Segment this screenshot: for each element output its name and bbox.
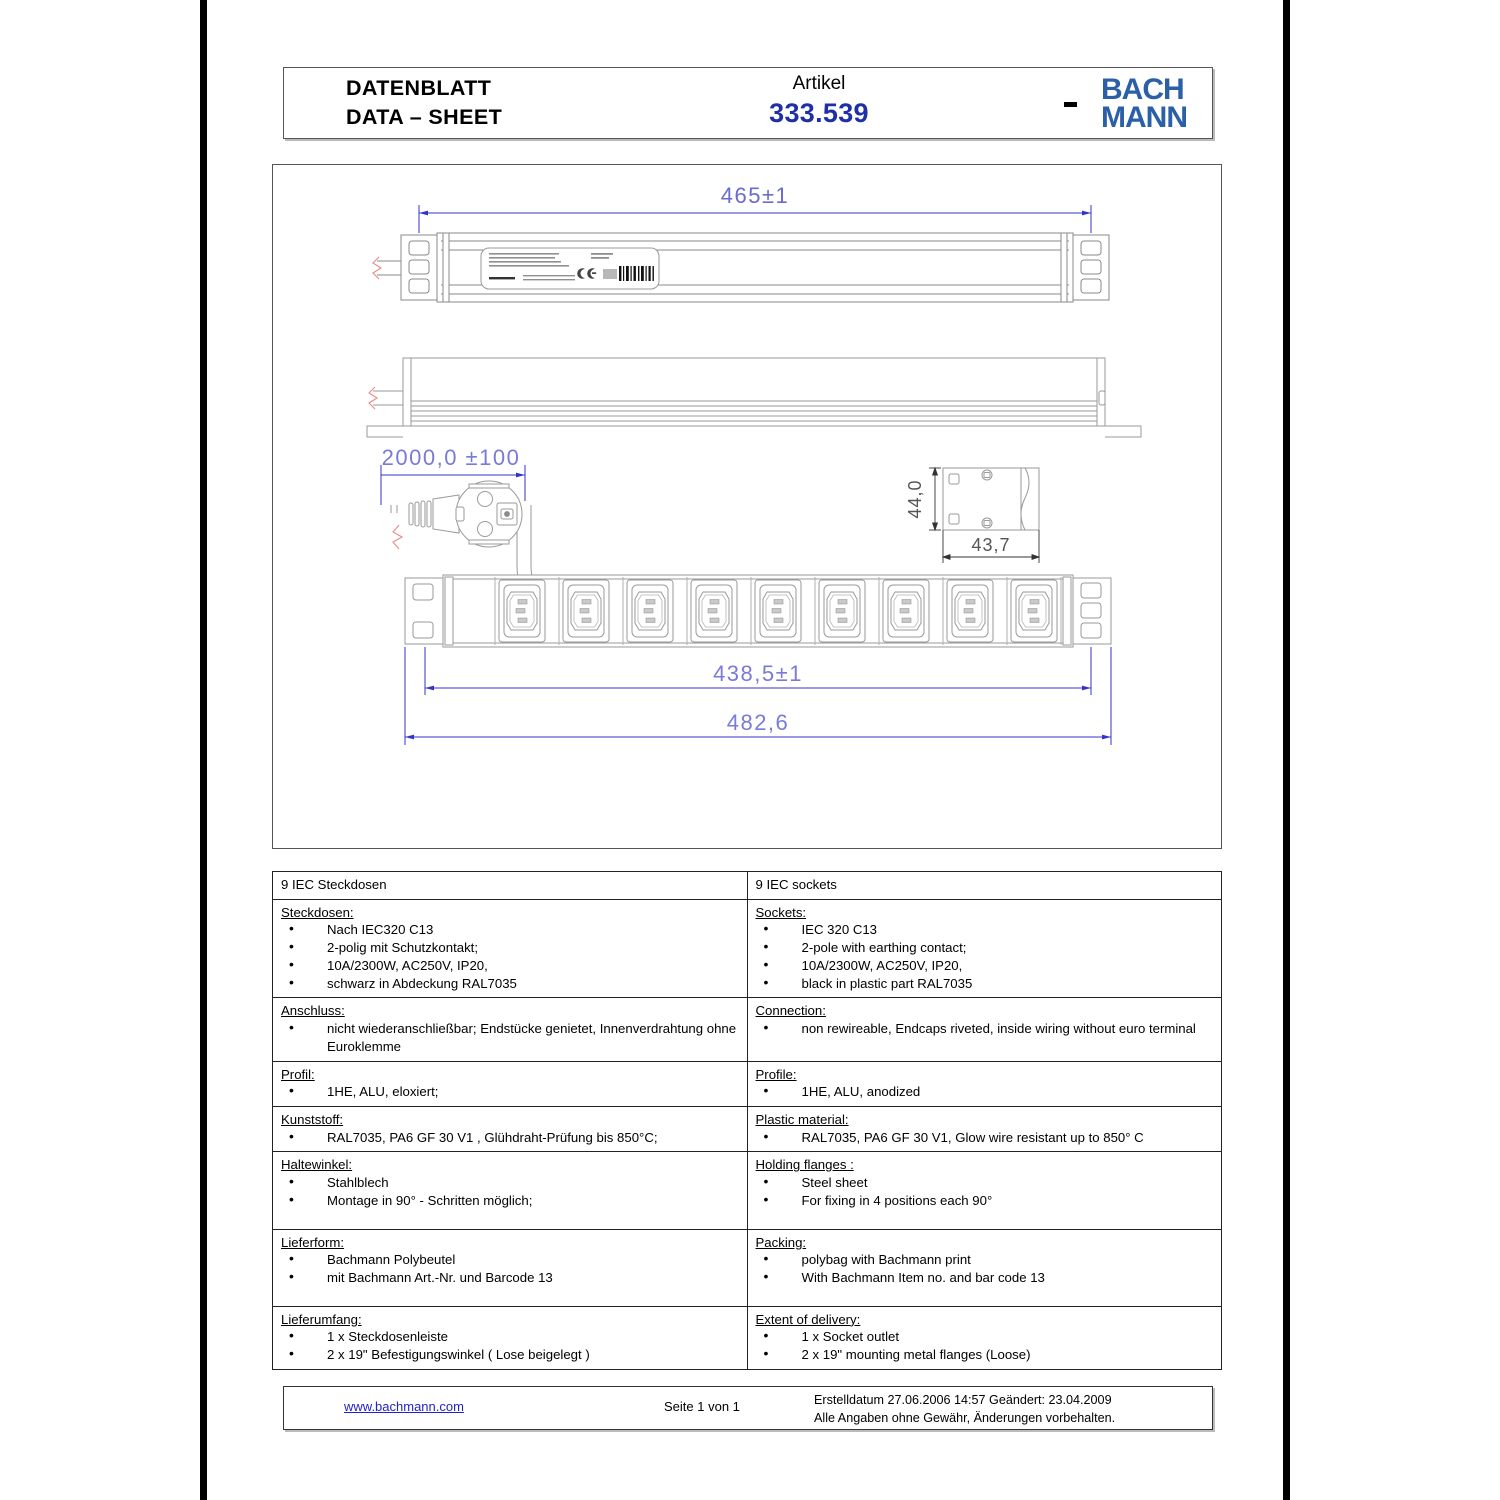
table-row: [273, 1106, 1222, 1151]
spec-cell-de: [273, 899, 748, 998]
spec-plain-text: 9 IEC Steckdosen: [281, 877, 387, 892]
spec-heading: Anschluss:: [281, 1003, 345, 1019]
socket-7: [883, 580, 929, 642]
end-view-section: [943, 468, 1039, 530]
page-number: Seite 1 von 1: [664, 1399, 740, 1414]
spec-bullet-list: [281, 1174, 741, 1210]
spec-bullet-list: [281, 1083, 741, 1101]
dimension-label-4826: 482,6: [726, 710, 790, 735]
spec-bullet-item: • mit Bachmann Art.-Nr. und Barcode 13: [281, 1269, 741, 1287]
spec-table-body: [273, 872, 1222, 1370]
table-row: [273, 1229, 1222, 1306]
spec-cell-de: [273, 1061, 748, 1106]
spec-bullet-item: • With Bachmann Item no. and bar code 13: [756, 1269, 1216, 1287]
spec-heading: Haltewinkel:: [281, 1157, 353, 1173]
dimension-label-4385: 438,5±1: [713, 661, 803, 686]
spec-bullet-item: • 10A/2300W, AC250V, IP20,: [756, 957, 1216, 975]
spec-heading: Extent of delivery:: [755, 1311, 861, 1327]
spec-cell-en: [747, 1306, 1222, 1369]
spec-bullet-list: [756, 1328, 1216, 1364]
spec-bullet-item: • 1HE, ALU, eloxiert;: [281, 1083, 741, 1101]
cell-spacer: [756, 1287, 1216, 1301]
bachmann-logo: [1101, 73, 1187, 134]
spec-cell-en: [747, 872, 1222, 900]
spec-heading: Sockets:: [755, 904, 807, 920]
spec-cell-en: [747, 1106, 1222, 1151]
spec-bullet-item: • 2-polig mit Schutzkontakt;: [281, 939, 741, 957]
table-row: [273, 998, 1222, 1061]
table-row: [273, 1306, 1222, 1369]
spec-bullet-item: • polybag with Bachmann print: [756, 1251, 1216, 1269]
break-symbol-cable: [393, 525, 402, 549]
ce-mark-icon: [1024, 84, 1086, 126]
spec-heading: Connection:: [755, 1003, 826, 1019]
spec-cell-de: [273, 1106, 748, 1151]
dimension-label-465: 465±1: [720, 183, 790, 208]
spec-cell-de: [273, 998, 748, 1061]
specification-table: [272, 871, 1222, 1370]
socket-3: [627, 580, 673, 642]
spec-heading: Steckdosen:: [281, 904, 354, 920]
header-title-block: [283, 67, 1213, 139]
break-symbol-side: [369, 387, 377, 409]
socket-8: [947, 580, 993, 642]
side-view: [367, 358, 1141, 437]
table-row: [273, 1152, 1222, 1229]
technical-drawing-panel: [272, 164, 1222, 849]
article-label: Artikel: [792, 73, 846, 94]
spec-bullet-item: • nicht wiederanschließbar; Endstücke genietet, Innenverdrahtung ohne Euroklemme: [281, 1020, 741, 1056]
spec-bullet-item: • Montage in 90° - Schritten möglich;: [281, 1192, 741, 1210]
schuko-plug: [391, 481, 522, 547]
spec-cell-en: [747, 1061, 1222, 1106]
spec-bullet-item: • 1 x Steckdosenleiste: [281, 1328, 741, 1346]
spec-heading: Lieferumfang:: [281, 1311, 362, 1327]
disclaimer-text: Alle Angaben ohne Gewähr, Änderungen vorbehalten.: [814, 1411, 1116, 1425]
spec-bullet-item: • 1 x Socket outlet: [756, 1328, 1216, 1346]
creation-date: Erstelldatum 27.06.2006 14:57 Geändert: 23.04.2009: [814, 1393, 1112, 1407]
spec-heading: Profile:: [755, 1066, 797, 1082]
spec-heading: Plastic material:: [755, 1111, 849, 1127]
break-symbol-top: [373, 257, 381, 279]
spec-bullet-item: • RAL7035, PA6 GF 30 V1 , Glühdraht-Prüfung bis 850°C;: [281, 1129, 741, 1147]
spec-bullet-item: • Stahlblech: [281, 1174, 741, 1192]
cell-spacer: [756, 1210, 1216, 1224]
article-number: 333.539: [769, 98, 869, 128]
spec-bullet-item: • schwarz in Abdeckung RAL7035: [281, 975, 741, 993]
cell-spacer: [281, 1287, 741, 1301]
spec-bullet-list: [281, 1328, 741, 1364]
table-row: [273, 1061, 1222, 1106]
spec-bullet-item: • 2 x 19" Befestigungswinkel ( Lose beigelegt ): [281, 1346, 741, 1364]
spec-bullet-item: • 10A/2300W, AC250V, IP20,: [281, 957, 741, 975]
document-title: [346, 74, 502, 132]
cell-spacer: [281, 1210, 741, 1224]
spec-cell-en: [747, 1152, 1222, 1229]
spec-bullet-item: • RAL7035, PA6 GF 30 V1, Glow wire resistant up to 850° C: [756, 1129, 1216, 1147]
spec-bullet-item: • For fixing in 4 positions each 90°: [756, 1192, 1216, 1210]
socket-6: [819, 580, 865, 642]
table-row: [273, 899, 1222, 998]
spec-bullet-list: [756, 921, 1216, 992]
spec-bullet-item: • Steel sheet: [756, 1174, 1216, 1192]
spec-cell-de: [273, 1152, 748, 1229]
footer-block: [283, 1386, 1213, 1430]
spec-bullet-item: • Bachmann Polybeutel: [281, 1251, 741, 1269]
title-german: DATENBLATT: [346, 76, 492, 100]
spec-cell-en: [747, 1229, 1222, 1306]
spec-bullet-item: • 1HE, ALU, anodized: [756, 1083, 1216, 1101]
socket-1: [499, 580, 545, 642]
dimension-label-44: 44,0: [905, 479, 925, 519]
dimension-label-437: 43,7: [971, 535, 1011, 555]
spec-bullet-item: • IEC 320 C13: [756, 921, 1216, 939]
dimension-label-2000: 2000,0 ±100: [381, 445, 521, 470]
spec-bullet-item: • black in plastic part RAL7035: [756, 975, 1216, 993]
spec-bullet-list: [756, 1083, 1216, 1101]
website-link[interactable]: www.bachmann.com: [344, 1399, 464, 1414]
spec-heading: Lieferform:: [281, 1234, 345, 1250]
spec-plain-text: 9 IEC sockets: [755, 877, 837, 892]
spec-heading: Holding flanges :: [755, 1157, 854, 1173]
spec-cell-en: [747, 998, 1222, 1061]
footer-dates: [814, 1391, 1115, 1427]
spec-bullet-list: [756, 1251, 1216, 1287]
spec-cell-en: [747, 899, 1222, 998]
spec-bullet-item: • Nach IEC320 C13: [281, 921, 741, 939]
socket-4: [691, 580, 737, 642]
spec-bullet-item: • 2-pole with earthing contact;: [756, 939, 1216, 957]
socket-row: [499, 580, 1057, 642]
spec-bullet-list: [756, 1174, 1216, 1210]
spec-cell-de: [273, 872, 748, 900]
spec-bullet-item: • non rewireable, Endcaps riveted, inside wiring without euro terminal: [756, 1020, 1216, 1038]
dimension-overall-length: [419, 205, 1091, 233]
spec-cell-de: [273, 1229, 748, 1306]
socket-9: [1011, 580, 1057, 642]
spec-heading: Profil:: [281, 1066, 315, 1082]
spec-heading: Packing:: [755, 1234, 807, 1250]
spec-bullet-list: [281, 921, 741, 992]
spec-bullet-list: [281, 1020, 741, 1056]
spec-bullet-list: [281, 1129, 741, 1147]
technical-drawing: [273, 165, 1222, 849]
spec-bullet-list: [281, 1251, 741, 1287]
socket-5: [755, 580, 801, 642]
article-info: [674, 71, 964, 130]
spec-bullet-item: • 2 x 19" mounting metal flanges (Loose): [756, 1346, 1216, 1364]
table-row: [273, 872, 1222, 900]
logo-line-1: BACH: [1101, 73, 1184, 106]
spec-cell-de: [273, 1306, 748, 1369]
title-english: DATA – SHEET: [346, 105, 503, 129]
spec-bullet-list: [756, 1020, 1216, 1038]
socket-2: [563, 580, 609, 642]
spec-heading: Kunststoff:: [281, 1111, 344, 1127]
logo-line-2: MANN: [1101, 101, 1187, 134]
spec-bullet-list: [756, 1129, 1216, 1147]
dimension-height: [929, 468, 941, 530]
